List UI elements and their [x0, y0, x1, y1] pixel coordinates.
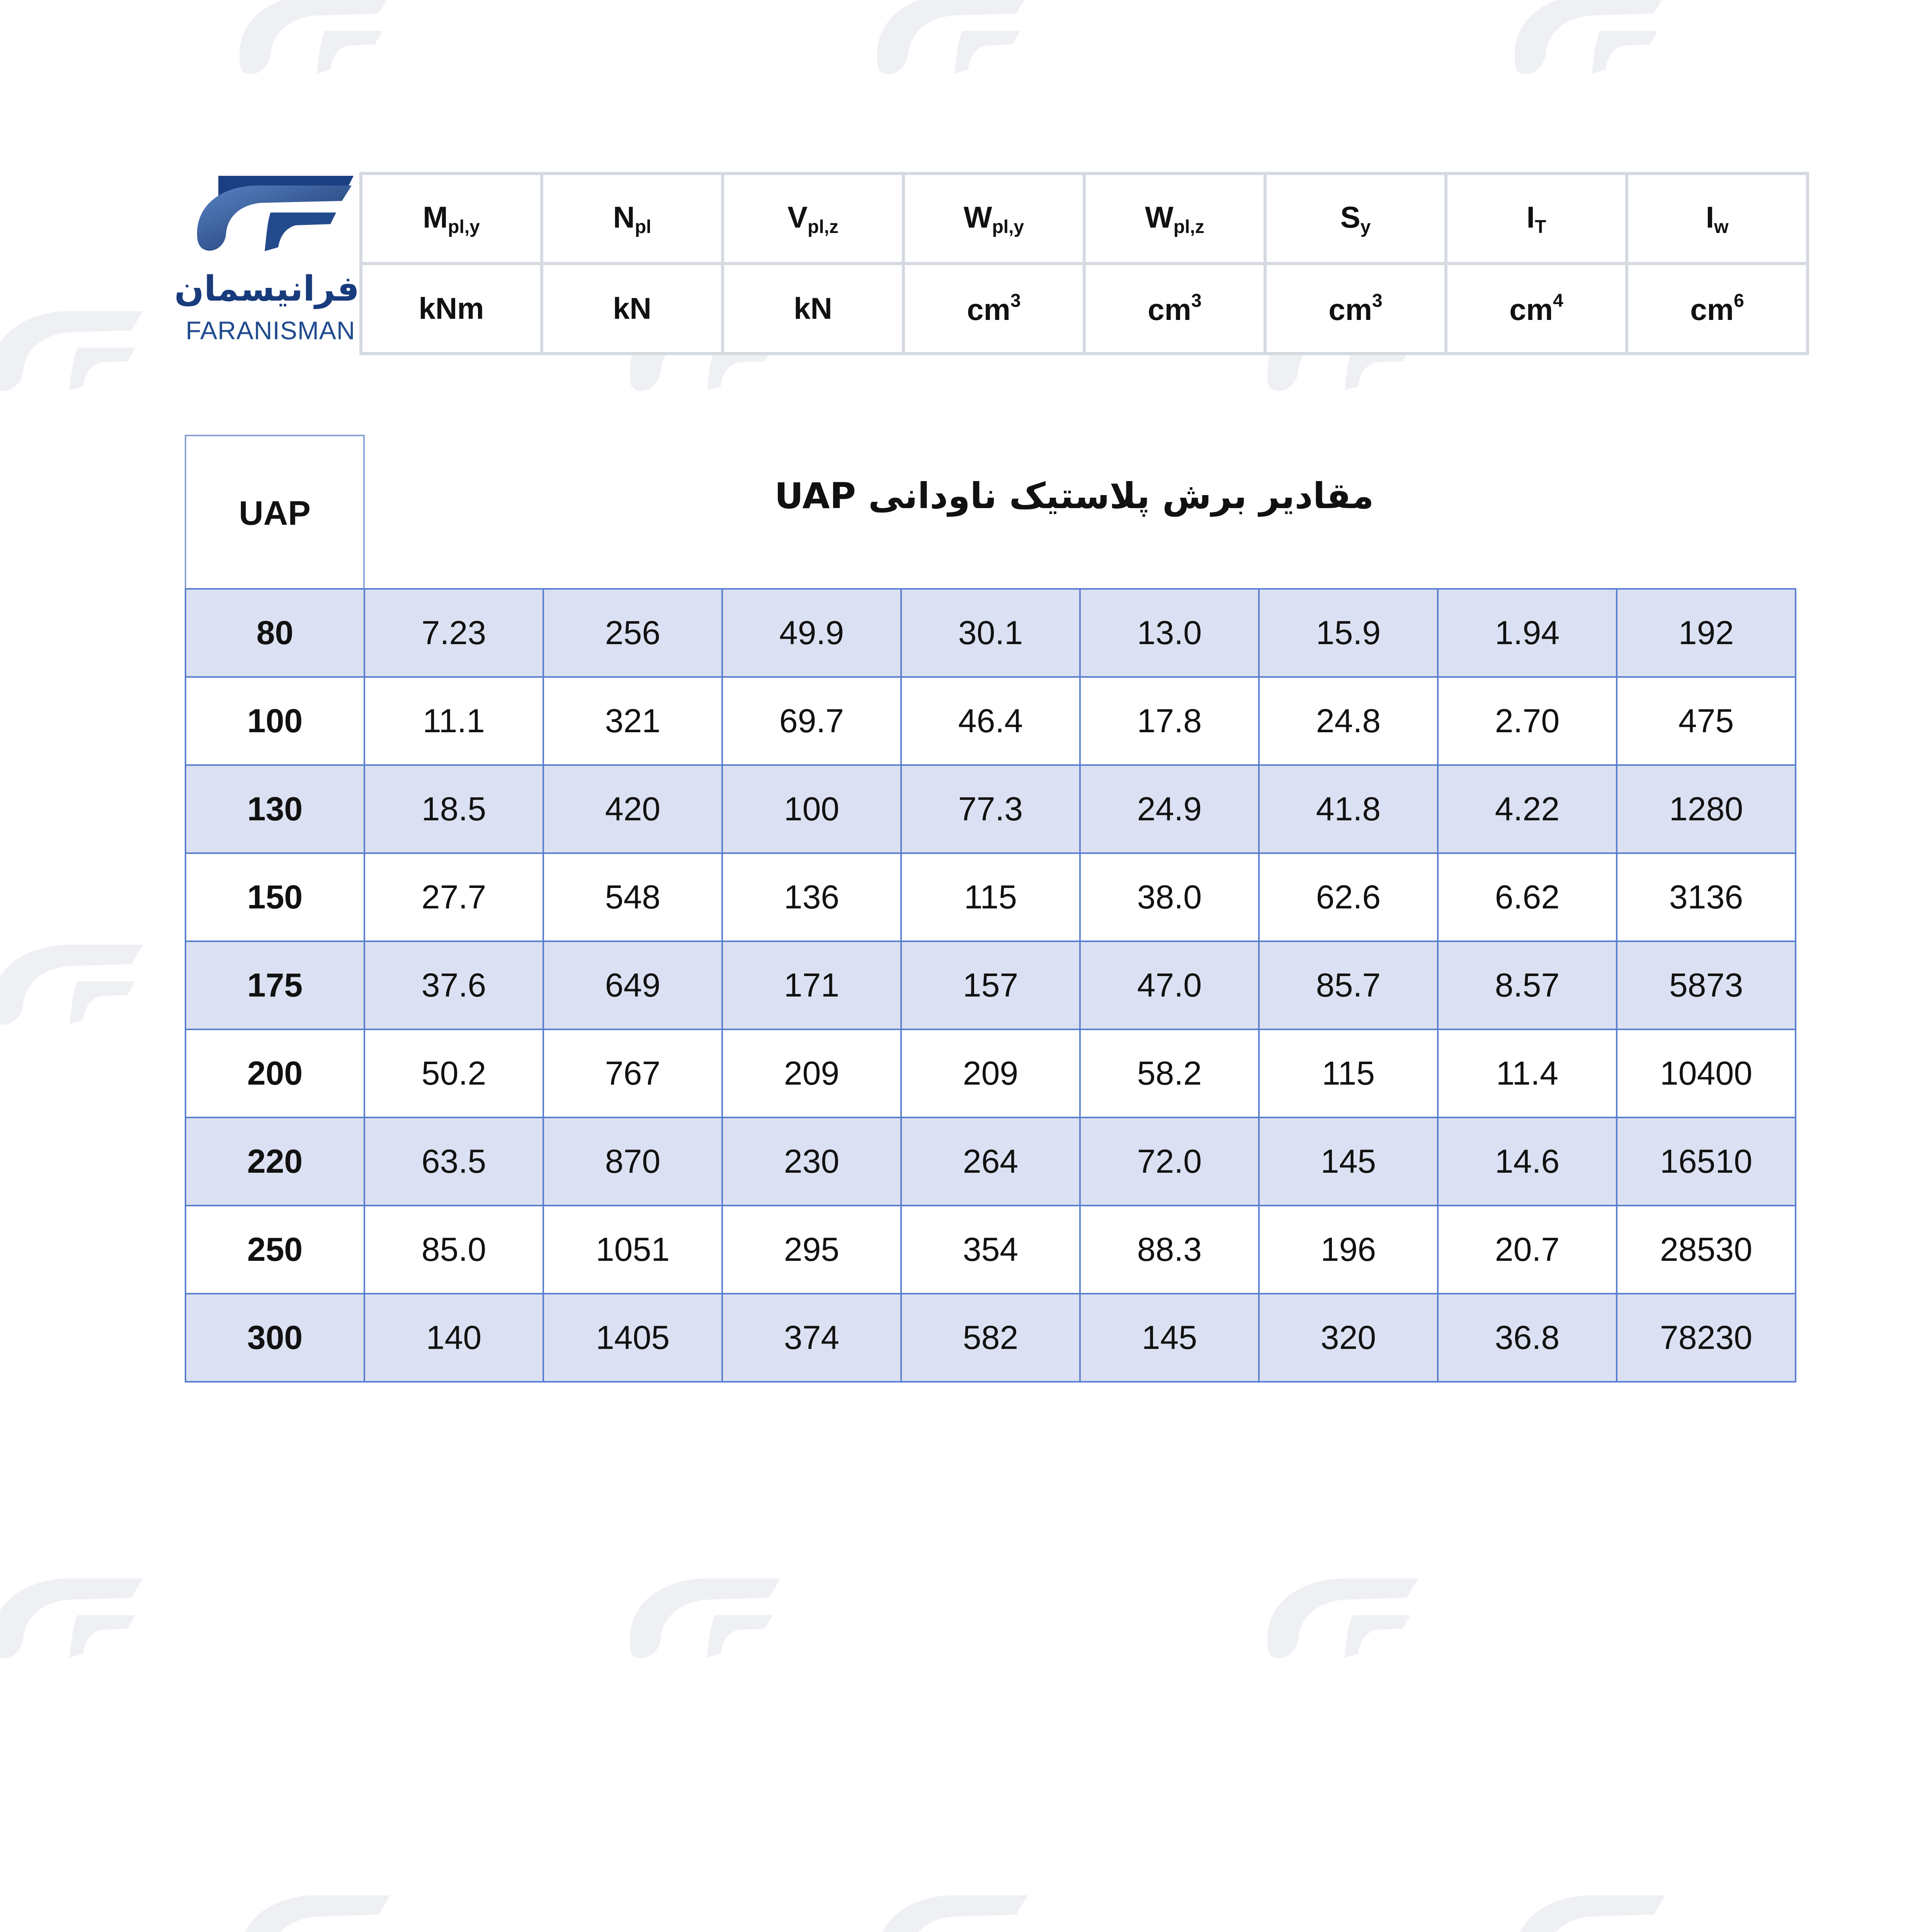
- table-cell: 115: [901, 853, 1080, 941]
- profile-size-cell: 130: [185, 765, 364, 853]
- profile-size-cell: 200: [185, 1029, 364, 1117]
- table-row: [185, 589, 1796, 677]
- profile-size-cell: 80: [185, 589, 364, 677]
- watermark-logo-icon: [846, 1878, 1039, 1932]
- symbol-letter: N: [613, 200, 635, 234]
- table-cell: 69.7: [722, 677, 901, 765]
- table-cell: 17.8: [1080, 677, 1259, 765]
- table-row: [185, 765, 1796, 853]
- table-cell: 1280: [1617, 765, 1796, 853]
- faranisman-logo: [174, 172, 359, 350]
- column-symbol: [1627, 173, 1808, 264]
- table-cell: 46.4: [901, 677, 1080, 765]
- column-symbol: [1084, 173, 1265, 264]
- unit-text: cm: [1328, 292, 1372, 327]
- table-cell: 20.7: [1438, 1206, 1617, 1294]
- watermark-logo-icon: [0, 927, 155, 1043]
- table-cell: 192: [1617, 589, 1796, 677]
- table-cell: 5873: [1617, 941, 1796, 1029]
- table-cell: 13.0: [1080, 589, 1259, 677]
- table-cell: 157: [901, 941, 1080, 1029]
- profile-size-cell: 220: [185, 1117, 364, 1206]
- symbol-letter: W: [963, 200, 992, 234]
- table-cell: 320: [1259, 1294, 1438, 1382]
- symbol-subscript: pl,z: [808, 216, 839, 237]
- table-cell: 171: [722, 941, 901, 1029]
- table-cell: 49.9: [722, 589, 901, 677]
- table-cell: 47.0: [1080, 941, 1259, 1029]
- table-cell: 1.94: [1438, 589, 1617, 677]
- symbol-subscript: y: [1360, 216, 1371, 237]
- table-cell: 2.70: [1438, 677, 1617, 765]
- table-cell: 582: [901, 1294, 1080, 1382]
- table-cell: 7.23: [364, 589, 543, 677]
- table-cell: 374: [722, 1294, 901, 1382]
- unit-exponent: 3: [1010, 290, 1021, 311]
- table-cell: 264: [901, 1117, 1080, 1206]
- symbol-letter: I: [1526, 200, 1535, 234]
- table-cell: 354: [901, 1206, 1080, 1294]
- unit-text: kNm: [418, 291, 484, 325]
- table-row: [185, 1206, 1796, 1294]
- table-cell: 88.3: [1080, 1206, 1259, 1294]
- table-cell: 209: [722, 1029, 901, 1117]
- table-cell: 870: [543, 1117, 722, 1206]
- profile-label-cell: [185, 435, 365, 590]
- unit-exponent: 3: [1372, 290, 1383, 311]
- table-cell: 145: [1259, 1117, 1438, 1206]
- column-unit: [1265, 264, 1446, 354]
- table-cell: 72.0: [1080, 1117, 1259, 1206]
- unit-exponent: 3: [1191, 290, 1202, 311]
- table-cell: 24.9: [1080, 765, 1259, 853]
- table-cell: 50.2: [364, 1029, 543, 1117]
- table-cell: 230: [722, 1117, 901, 1206]
- table-row: [185, 941, 1796, 1029]
- table-body: [185, 589, 1796, 1382]
- symbol-subscript: pl,y: [448, 216, 480, 237]
- symbol-subscript: w: [1714, 216, 1729, 237]
- table-cell: 41.8: [1259, 765, 1438, 853]
- column-symbol: [542, 173, 723, 264]
- table-cell: 28530: [1617, 1206, 1796, 1294]
- watermark-logo-icon: [599, 1561, 792, 1677]
- table-cell: 196: [1259, 1206, 1438, 1294]
- table-cell: 548: [543, 853, 722, 941]
- table-cell: 3136: [1617, 853, 1796, 941]
- table-cell: 63.5: [364, 1117, 543, 1206]
- unit-exponent: 4: [1553, 290, 1563, 311]
- column-unit: [1446, 264, 1627, 354]
- table-cell: 4.22: [1438, 765, 1617, 853]
- table-cell: 140: [364, 1294, 543, 1382]
- table-cell: 136: [722, 853, 901, 941]
- symbol-row: [361, 173, 1808, 264]
- column-symbol: [1446, 173, 1627, 264]
- column-symbol: [361, 173, 542, 264]
- table-cell: 10400: [1617, 1029, 1796, 1117]
- table-row: [185, 1029, 1796, 1117]
- symbol-letter: V: [787, 200, 808, 234]
- column-unit: [542, 264, 723, 354]
- watermark-logo-icon: [209, 1878, 402, 1932]
- logo-mark-icon: [182, 172, 359, 269]
- unit-text: kN: [613, 291, 651, 325]
- table-cell: 100: [722, 765, 901, 853]
- profile-size-cell: 150: [185, 853, 364, 941]
- watermark-logo-icon: [209, 0, 402, 93]
- column-unit: [903, 264, 1084, 354]
- unit-text: cm: [1509, 292, 1553, 327]
- table-cell: 30.1: [901, 589, 1080, 677]
- profile-label: UAP: [239, 493, 311, 532]
- symbol-subscript: pl,y: [992, 216, 1024, 237]
- watermark-logo-icon: [1484, 0, 1677, 93]
- table-cell: 27.7: [364, 853, 543, 941]
- table-row: [185, 677, 1796, 765]
- unit-text: kN: [794, 291, 832, 325]
- logo-persian-name: فرانیسمان: [174, 269, 359, 309]
- table-cell: 58.2: [1080, 1029, 1259, 1117]
- table-cell: 115: [1259, 1029, 1438, 1117]
- column-symbol: [1265, 173, 1446, 264]
- unit-exponent: 6: [1734, 290, 1744, 311]
- watermark-logo-icon: [0, 1561, 155, 1677]
- symbol-letter: W: [1145, 200, 1173, 234]
- unit-text: cm: [1148, 292, 1192, 327]
- table-cell: 209: [901, 1029, 1080, 1117]
- table-cell: 18.5: [364, 765, 543, 853]
- table-cell: 145: [1080, 1294, 1259, 1382]
- unit-text: cm: [967, 292, 1011, 327]
- table-cell: 85.7: [1259, 941, 1438, 1029]
- symbol-letter: S: [1340, 200, 1361, 234]
- logo-english-name: FARANISMAN: [185, 316, 355, 345]
- symbol-letter: M: [423, 200, 448, 234]
- watermark-logo-icon: [1236, 1561, 1430, 1677]
- table-cell: 38.0: [1080, 853, 1259, 941]
- watermark-logo-icon: [1484, 1878, 1677, 1932]
- table-cell: 16510: [1617, 1117, 1796, 1206]
- unit-text: cm: [1690, 292, 1734, 327]
- profile-size-cell: 100: [185, 677, 364, 765]
- table-cell: 11.1: [364, 677, 543, 765]
- column-symbol: [903, 173, 1084, 264]
- table-cell: 1405: [543, 1294, 722, 1382]
- table-cell: 37.6: [364, 941, 543, 1029]
- table-cell: 767: [543, 1029, 722, 1117]
- table-row: [185, 1117, 1796, 1206]
- column-unit: [361, 264, 542, 354]
- unit-row: [361, 264, 1808, 354]
- table-cell: 1051: [543, 1206, 722, 1294]
- table-cell: 62.6: [1259, 853, 1438, 941]
- column-unit: [1084, 264, 1265, 354]
- table-cell: 78230: [1617, 1294, 1796, 1382]
- table-cell: 11.4: [1438, 1029, 1617, 1117]
- table-row: [185, 1294, 1796, 1382]
- table-cell: 649: [543, 941, 722, 1029]
- column-symbol: [723, 173, 903, 264]
- table-row: [185, 853, 1796, 941]
- profile-size-cell: 300: [185, 1294, 364, 1382]
- table-cell: 24.8: [1259, 677, 1438, 765]
- table-cell: 36.8: [1438, 1294, 1617, 1382]
- column-unit: [1627, 264, 1808, 354]
- table-cell: 295: [722, 1206, 901, 1294]
- profile-size-cell: 175: [185, 941, 364, 1029]
- table-cell: 77.3: [901, 765, 1080, 853]
- table-cell: 321: [543, 677, 722, 765]
- symbol-subscript: T: [1535, 216, 1546, 237]
- profile-size-cell: 250: [185, 1206, 364, 1294]
- table-cell: 14.6: [1438, 1117, 1617, 1206]
- table-title: مقادیر برش پلاستیک ناودانی UAP: [774, 475, 1374, 517]
- units-header-table: [359, 172, 1809, 355]
- table-cell: 256: [543, 589, 722, 677]
- table-cell: 8.57: [1438, 941, 1617, 1029]
- table-cell: 85.0: [364, 1206, 543, 1294]
- plastic-shear-table: [185, 588, 1796, 1383]
- column-unit: [723, 264, 903, 354]
- table-cell: 475: [1617, 677, 1796, 765]
- table-cell: 6.62: [1438, 853, 1617, 941]
- table-cell: 15.9: [1259, 589, 1438, 677]
- table-cell: 420: [543, 765, 722, 853]
- symbol-letter: I: [1706, 200, 1714, 234]
- watermark-logo-icon: [0, 294, 155, 410]
- symbol-subscript: pl: [634, 216, 651, 237]
- symbol-subscript: pl,z: [1173, 216, 1204, 237]
- watermark-logo-icon: [846, 0, 1039, 93]
